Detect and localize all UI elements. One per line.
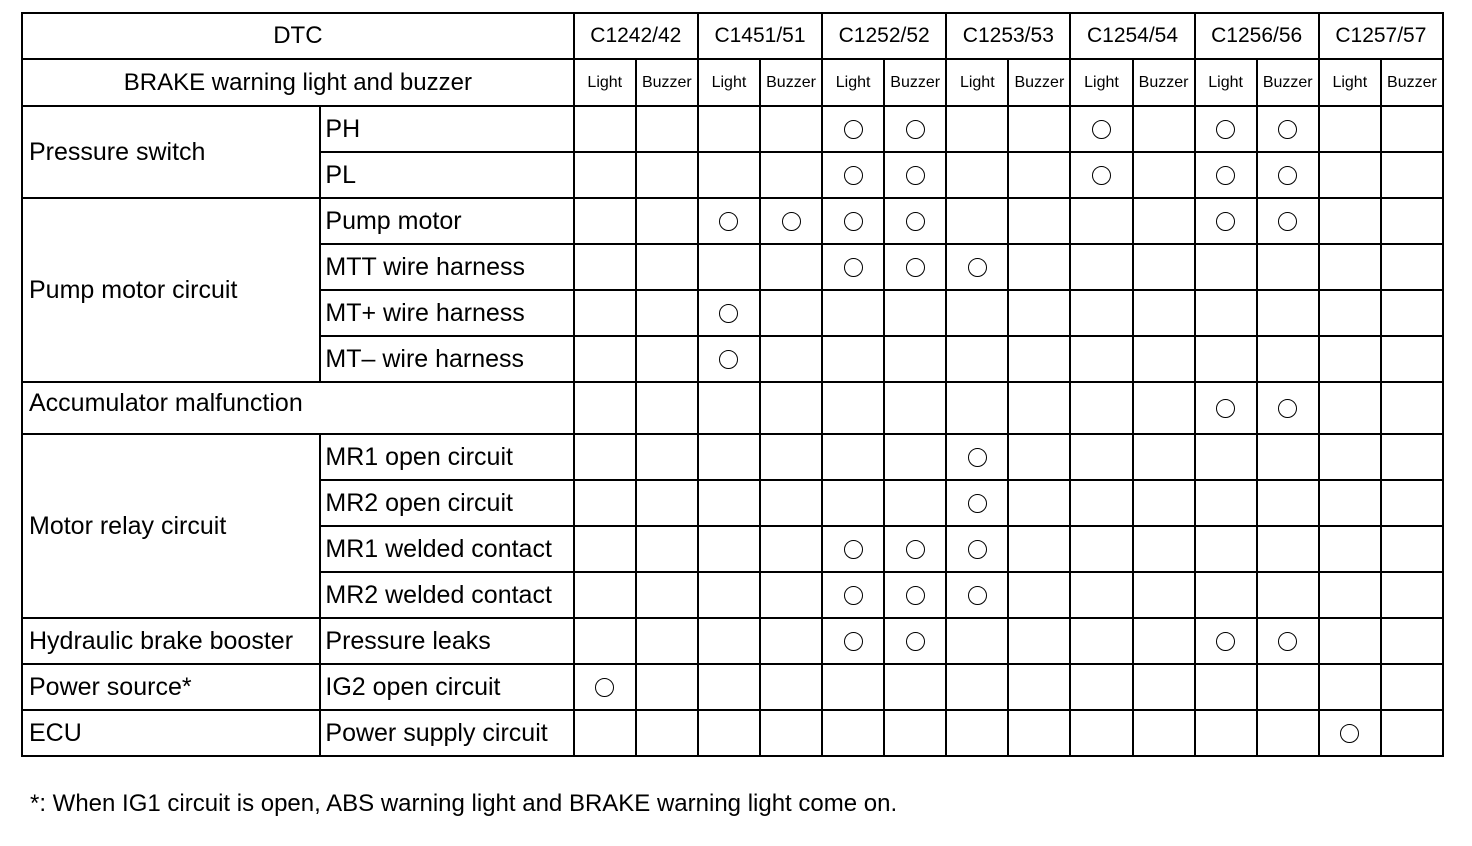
- buzzer-cell: [636, 572, 698, 618]
- dtc-code-header: C1256/56: [1195, 13, 1319, 59]
- light-cell: [698, 198, 760, 244]
- buzzer-cell: [884, 618, 946, 664]
- table-row: [22, 664, 1443, 710]
- buzzer-cell: [1133, 198, 1195, 244]
- category-label: Motor relay circuit: [22, 434, 320, 618]
- light-subheader: Light: [574, 59, 636, 106]
- buzzer-cell: [1381, 244, 1443, 290]
- light-cell: [698, 618, 760, 664]
- light-cell: [574, 198, 636, 244]
- circle-mark-icon: [906, 586, 925, 605]
- light-cell: [822, 572, 884, 618]
- buzzer-cell: [636, 480, 698, 526]
- light-cell: [574, 710, 636, 756]
- buzzer-cell: [884, 664, 946, 710]
- light-cell: [698, 434, 760, 480]
- buzzer-cell: [760, 106, 822, 152]
- buzzer-cell: [636, 152, 698, 198]
- light-cell: [822, 198, 884, 244]
- buzzer-cell: [1257, 572, 1319, 618]
- light-cell: [698, 710, 760, 756]
- light-cell: [1070, 480, 1132, 526]
- light-cell: [1195, 526, 1257, 572]
- buzzer-cell: [1257, 480, 1319, 526]
- light-cell: [698, 572, 760, 618]
- buzzer-cell: [1008, 290, 1070, 336]
- light-cell: [1070, 382, 1132, 434]
- buzzer-cell: [1133, 382, 1195, 434]
- warning-header: BRAKE warning light and buzzer: [22, 59, 574, 106]
- item-label: Pressure leaks: [320, 618, 573, 664]
- light-cell: [1195, 106, 1257, 152]
- light-subheader: Light: [946, 59, 1008, 106]
- buzzer-cell: [1381, 106, 1443, 152]
- buzzer-cell: [1133, 244, 1195, 290]
- item-label: MR1 welded contact: [320, 526, 573, 572]
- light-cell: [822, 434, 884, 480]
- light-cell: [1195, 290, 1257, 336]
- circle-mark-icon: [844, 258, 863, 277]
- circle-mark-icon: [1278, 399, 1297, 418]
- light-cell: [1319, 290, 1381, 336]
- buzzer-cell: [760, 434, 822, 480]
- dtc-table: [21, 12, 1444, 757]
- circle-mark-icon: [719, 304, 738, 323]
- buzzer-cell: [1381, 480, 1443, 526]
- buzzer-cell: [760, 152, 822, 198]
- buzzer-cell: [1381, 336, 1443, 382]
- light-cell: [574, 618, 636, 664]
- light-cell: [1070, 152, 1132, 198]
- buzzer-cell: [636, 336, 698, 382]
- light-cell: [946, 480, 1008, 526]
- light-cell: [946, 106, 1008, 152]
- buzzer-cell: [1008, 526, 1070, 572]
- light-cell: [1195, 152, 1257, 198]
- light-cell: [822, 618, 884, 664]
- buzzer-cell: [884, 572, 946, 618]
- light-cell: [822, 244, 884, 290]
- circle-mark-icon: [844, 166, 863, 185]
- buzzer-subheader: Buzzer: [1257, 59, 1319, 106]
- light-cell: [822, 710, 884, 756]
- dtc-code-header: C1242/42: [574, 13, 698, 59]
- light-cell: [698, 480, 760, 526]
- light-cell: [1319, 710, 1381, 756]
- light-cell: [1319, 618, 1381, 664]
- circle-mark-icon: [906, 540, 925, 559]
- buzzer-cell: [1381, 710, 1443, 756]
- buzzer-cell: [1257, 710, 1319, 756]
- category-label: ECU: [22, 710, 320, 756]
- light-cell: [1319, 382, 1381, 434]
- header-row-warning: [22, 59, 1443, 106]
- buzzer-cell: [1133, 710, 1195, 756]
- circle-mark-icon: [906, 632, 925, 651]
- light-cell: [574, 382, 636, 434]
- light-cell: [574, 244, 636, 290]
- light-cell: [698, 106, 760, 152]
- buzzer-cell: [636, 106, 698, 152]
- header-row-dtc: [22, 13, 1443, 59]
- buzzer-cell: [1133, 290, 1195, 336]
- buzzer-cell: [1133, 336, 1195, 382]
- buzzer-cell: [1008, 480, 1070, 526]
- buzzer-cell: [636, 526, 698, 572]
- buzzer-cell: [1381, 290, 1443, 336]
- light-cell: [1070, 336, 1132, 382]
- light-cell: [822, 336, 884, 382]
- buzzer-cell: [1381, 526, 1443, 572]
- light-cell: [1319, 152, 1381, 198]
- buzzer-cell: [1008, 618, 1070, 664]
- light-cell: [822, 106, 884, 152]
- buzzer-cell: [1257, 664, 1319, 710]
- buzzer-cell: [636, 664, 698, 710]
- buzzer-cell: [1257, 336, 1319, 382]
- item-label: MR2 open circuit: [320, 480, 573, 526]
- category-label: Pump motor circuit: [22, 198, 320, 382]
- light-cell: [1195, 382, 1257, 434]
- light-cell: [1070, 664, 1132, 710]
- table-row: [22, 710, 1443, 756]
- buzzer-cell: [1381, 664, 1443, 710]
- light-cell: [1070, 290, 1132, 336]
- light-subheader: Light: [698, 59, 760, 106]
- buzzer-cell: [884, 198, 946, 244]
- circle-mark-icon: [968, 258, 987, 277]
- light-cell: [1195, 336, 1257, 382]
- dtc-code-header: C1451/51: [698, 13, 822, 59]
- category-label: Pressure switch: [22, 106, 320, 198]
- buzzer-cell: [1133, 152, 1195, 198]
- buzzer-cell: [636, 618, 698, 664]
- buzzer-subheader: Buzzer: [1008, 59, 1070, 106]
- circle-mark-icon: [968, 586, 987, 605]
- buzzer-subheader: Buzzer: [636, 59, 698, 106]
- buzzer-cell: [760, 480, 822, 526]
- buzzer-cell: [760, 336, 822, 382]
- light-cell: [1070, 710, 1132, 756]
- light-cell: [1319, 198, 1381, 244]
- light-cell: [1319, 434, 1381, 480]
- buzzer-cell: [1008, 244, 1070, 290]
- light-cell: [1070, 572, 1132, 618]
- light-cell: [822, 152, 884, 198]
- buzzer-cell: [884, 336, 946, 382]
- item-label: MTT wire harness: [320, 244, 573, 290]
- buzzer-cell: [884, 152, 946, 198]
- light-cell: [1319, 244, 1381, 290]
- light-cell: [946, 710, 1008, 756]
- light-cell: [946, 198, 1008, 244]
- light-cell: [1195, 710, 1257, 756]
- item-label: MR2 welded contact: [320, 572, 573, 618]
- circle-mark-icon: [1216, 166, 1235, 185]
- buzzer-cell: [1133, 572, 1195, 618]
- light-cell: [1195, 618, 1257, 664]
- buzzer-cell: [1381, 618, 1443, 664]
- light-cell: [574, 336, 636, 382]
- light-cell: [1070, 198, 1132, 244]
- circle-mark-icon: [1278, 632, 1297, 651]
- dtc-header: DTC: [22, 13, 574, 59]
- light-cell: [1195, 198, 1257, 244]
- buzzer-cell: [1381, 434, 1443, 480]
- circle-mark-icon: [1092, 120, 1111, 139]
- light-cell: [822, 290, 884, 336]
- light-cell: [1195, 664, 1257, 710]
- buzzer-cell: [1257, 244, 1319, 290]
- light-cell: [822, 480, 884, 526]
- buzzer-cell: [760, 290, 822, 336]
- table-row: [22, 198, 1443, 244]
- light-cell: [946, 244, 1008, 290]
- light-cell: [698, 336, 760, 382]
- table-row: [22, 618, 1443, 664]
- buzzer-subheader: Buzzer: [1381, 59, 1443, 106]
- buzzer-subheader: Buzzer: [884, 59, 946, 106]
- table-row: [22, 106, 1443, 152]
- circle-mark-icon: [782, 212, 801, 231]
- circle-mark-icon: [906, 258, 925, 277]
- light-cell: [946, 382, 1008, 434]
- buzzer-cell: [1257, 618, 1319, 664]
- buzzer-cell: [1257, 152, 1319, 198]
- light-cell: [1195, 434, 1257, 480]
- circle-mark-icon: [844, 212, 863, 231]
- buzzer-cell: [1133, 434, 1195, 480]
- buzzer-cell: [1257, 198, 1319, 244]
- buzzer-cell: [884, 434, 946, 480]
- circle-mark-icon: [844, 540, 863, 559]
- category-label: Accumulator malfunction: [22, 382, 574, 434]
- light-cell: [946, 526, 1008, 572]
- buzzer-cell: [1008, 152, 1070, 198]
- light-cell: [1319, 526, 1381, 572]
- dtc-code-header: C1252/52: [822, 13, 946, 59]
- buzzer-cell: [1257, 106, 1319, 152]
- item-label: IG2 open circuit: [320, 664, 573, 710]
- buzzer-cell: [1257, 526, 1319, 572]
- dtc-code-header: C1253/53: [946, 13, 1070, 59]
- item-label: MT– wire harness: [320, 336, 573, 382]
- light-cell: [698, 382, 760, 434]
- buzzer-cell: [1008, 572, 1070, 618]
- buzzer-cell: [884, 290, 946, 336]
- item-label: MT+ wire harness: [320, 290, 573, 336]
- circle-mark-icon: [844, 632, 863, 651]
- buzzer-cell: [1133, 618, 1195, 664]
- buzzer-cell: [636, 244, 698, 290]
- buzzer-cell: [760, 382, 822, 434]
- light-cell: [574, 152, 636, 198]
- light-cell: [946, 572, 1008, 618]
- buzzer-cell: [636, 382, 698, 434]
- light-cell: [1070, 244, 1132, 290]
- circle-mark-icon: [844, 586, 863, 605]
- buzzer-cell: [1257, 290, 1319, 336]
- buzzer-cell: [1008, 710, 1070, 756]
- buzzer-cell: [1133, 664, 1195, 710]
- light-cell: [574, 526, 636, 572]
- buzzer-cell: [636, 290, 698, 336]
- item-label: Power supply circuit: [320, 710, 573, 756]
- buzzer-cell: [760, 244, 822, 290]
- circle-mark-icon: [906, 120, 925, 139]
- light-cell: [574, 480, 636, 526]
- circle-mark-icon: [1278, 166, 1297, 185]
- buzzer-cell: [636, 710, 698, 756]
- table-row: [22, 382, 1443, 434]
- category-label: Hydraulic brake booster: [22, 618, 320, 664]
- light-cell: [1070, 106, 1132, 152]
- circle-mark-icon: [595, 678, 614, 697]
- buzzer-cell: [760, 526, 822, 572]
- circle-mark-icon: [1340, 724, 1359, 743]
- dtc-code-header: C1257/57: [1319, 13, 1443, 59]
- circle-mark-icon: [1092, 166, 1111, 185]
- buzzer-cell: [1008, 198, 1070, 244]
- light-cell: [698, 664, 760, 710]
- light-cell: [1070, 526, 1132, 572]
- buzzer-cell: [884, 382, 946, 434]
- buzzer-cell: [760, 664, 822, 710]
- buzzer-cell: [1008, 664, 1070, 710]
- item-label: PH: [320, 106, 573, 152]
- circle-mark-icon: [1216, 399, 1235, 418]
- buzzer-cell: [884, 526, 946, 572]
- item-label: Pump motor: [320, 198, 573, 244]
- light-subheader: Light: [1195, 59, 1257, 106]
- buzzer-cell: [1381, 572, 1443, 618]
- light-cell: [946, 152, 1008, 198]
- light-cell: [574, 290, 636, 336]
- buzzer-cell: [1381, 198, 1443, 244]
- light-cell: [574, 572, 636, 618]
- table-row: [22, 434, 1443, 480]
- buzzer-cell: [884, 480, 946, 526]
- light-subheader: Light: [1070, 59, 1132, 106]
- buzzer-cell: [760, 710, 822, 756]
- light-cell: [1319, 480, 1381, 526]
- buzzer-cell: [1008, 106, 1070, 152]
- light-cell: [1319, 664, 1381, 710]
- buzzer-cell: [1133, 480, 1195, 526]
- buzzer-cell: [1381, 152, 1443, 198]
- light-cell: [1319, 106, 1381, 152]
- light-cell: [574, 664, 636, 710]
- circle-mark-icon: [968, 494, 987, 513]
- buzzer-cell: [1008, 336, 1070, 382]
- circle-mark-icon: [968, 540, 987, 559]
- buzzer-cell: [760, 618, 822, 664]
- circle-mark-icon: [1216, 120, 1235, 139]
- category-label: Power source*: [22, 664, 320, 710]
- light-cell: [822, 382, 884, 434]
- buzzer-cell: [884, 244, 946, 290]
- buzzer-cell: [1381, 382, 1443, 434]
- light-cell: [1195, 244, 1257, 290]
- light-cell: [946, 664, 1008, 710]
- circle-mark-icon: [1216, 632, 1235, 651]
- buzzer-cell: [760, 572, 822, 618]
- buzzer-cell: [1008, 382, 1070, 434]
- light-subheader: Light: [1319, 59, 1381, 106]
- buzzer-cell: [884, 710, 946, 756]
- circle-mark-icon: [968, 448, 987, 467]
- light-cell: [946, 434, 1008, 480]
- circle-mark-icon: [1278, 120, 1297, 139]
- buzzer-cell: [760, 198, 822, 244]
- buzzer-cell: [884, 106, 946, 152]
- buzzer-cell: [1133, 526, 1195, 572]
- buzzer-cell: [636, 198, 698, 244]
- footnote: *: When IG1 circuit is open, ABS warning light and BRAKE warning light come on.: [30, 790, 898, 817]
- buzzer-subheader: Buzzer: [1133, 59, 1195, 106]
- buzzer-cell: [636, 434, 698, 480]
- light-cell: [946, 618, 1008, 664]
- light-cell: [946, 290, 1008, 336]
- light-cell: [1195, 480, 1257, 526]
- light-cell: [822, 664, 884, 710]
- circle-mark-icon: [906, 166, 925, 185]
- circle-mark-icon: [719, 350, 738, 369]
- light-cell: [1319, 572, 1381, 618]
- light-cell: [698, 152, 760, 198]
- buzzer-cell: [1133, 106, 1195, 152]
- buzzer-cell: [1257, 434, 1319, 480]
- buzzer-subheader: Buzzer: [760, 59, 822, 106]
- light-cell: [1070, 618, 1132, 664]
- light-cell: [574, 106, 636, 152]
- light-subheader: Light: [822, 59, 884, 106]
- light-cell: [822, 526, 884, 572]
- circle-mark-icon: [1216, 212, 1235, 231]
- light-cell: [698, 244, 760, 290]
- circle-mark-icon: [719, 212, 738, 231]
- light-cell: [1319, 336, 1381, 382]
- light-cell: [574, 434, 636, 480]
- light-cell: [698, 290, 760, 336]
- dtc-code-header: C1254/54: [1070, 13, 1194, 59]
- light-cell: [1070, 434, 1132, 480]
- light-cell: [698, 526, 760, 572]
- light-cell: [946, 336, 1008, 382]
- circle-mark-icon: [1278, 212, 1297, 231]
- buzzer-cell: [1008, 434, 1070, 480]
- buzzer-cell: [1257, 382, 1319, 434]
- item-label: PL: [320, 152, 573, 198]
- circle-mark-icon: [844, 120, 863, 139]
- circle-mark-icon: [906, 212, 925, 231]
- item-label: MR1 open circuit: [320, 434, 573, 480]
- light-cell: [1195, 572, 1257, 618]
